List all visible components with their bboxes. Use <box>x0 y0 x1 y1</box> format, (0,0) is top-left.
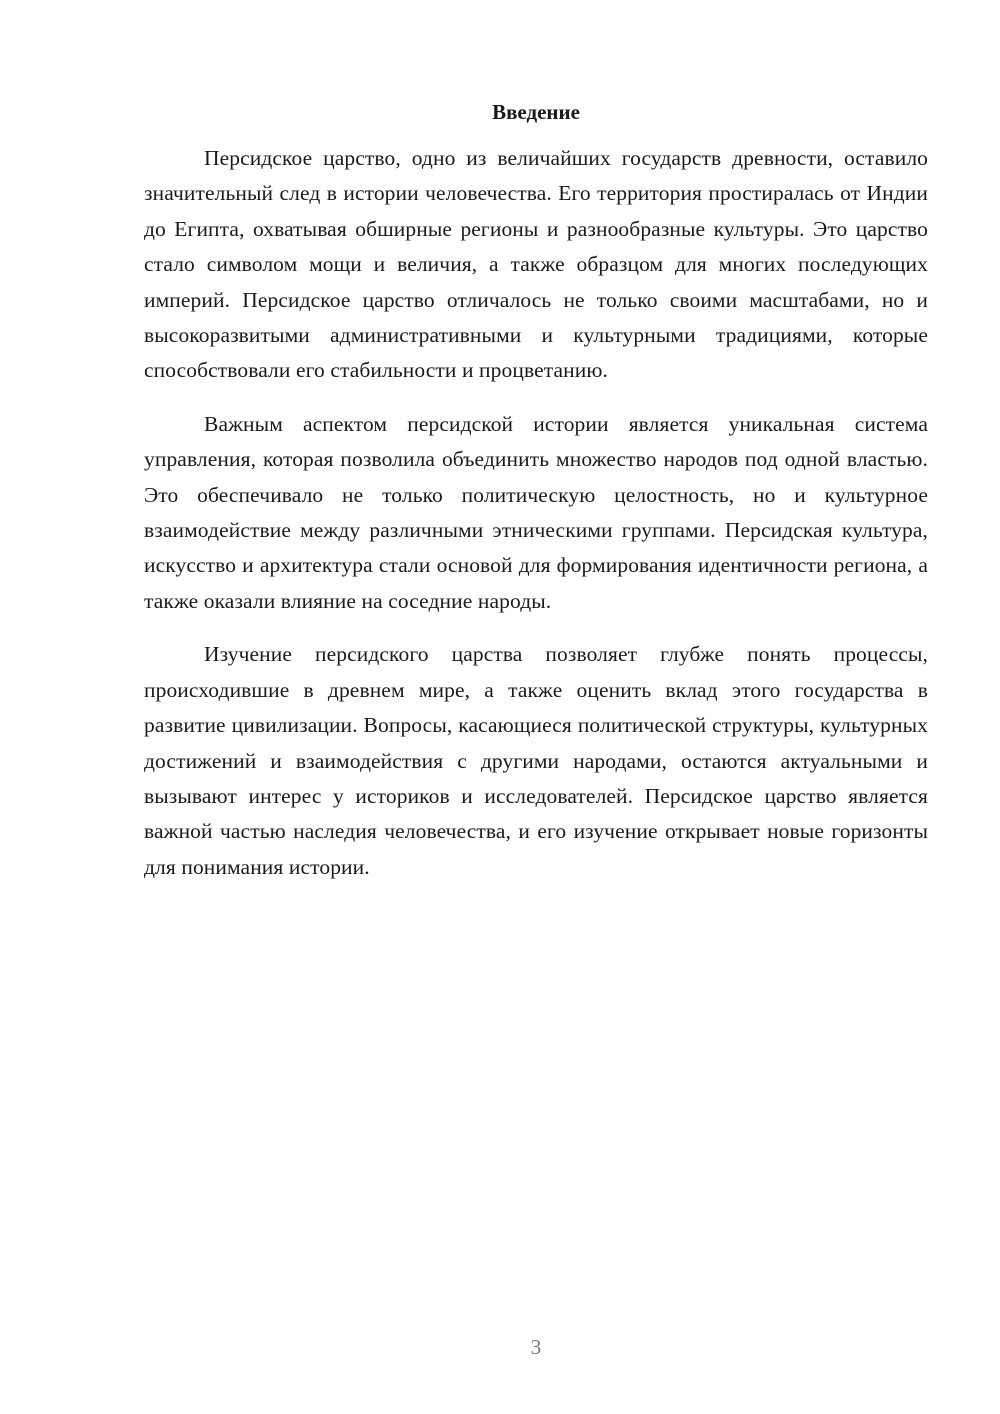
paragraph-1: Персидское царство, одно из величайших государств древности, оставило значительный след в истории человечества. Его территория простиралась от Индии до Египта, охватывая обширные регионы и разнообразные культуры. Это царство стало символом мощи и величия, а также образцом для многих последующих империй. Персидское царство отличалось не только своими масштабами, но и высокоразвитыми административными и культурными традициями, которые способствовали его стабильности и процветанию. <box>144 146 928 383</box>
document-page <box>144 96 928 885</box>
section-heading: Введение <box>492 100 580 124</box>
page-number: 3 <box>530 1335 542 1359</box>
paragraph-3: Изучение персидского царства позволяет глубже понять процессы, происходившие в древнем мире, а также оценить вклад этого государства в развитие цивилизации. Вопросы, касающиеся политической структуры, культурных достижений и взаимодействия с другими народами, остаются актуальными и вызывают интерес у историков и исследователей. Персидское царство является важной частью наследия человечества, и его изучение открывает новые горизонты для понимания истории. <box>144 642 928 879</box>
paragraph-2: Важным аспектом персидской истории является уникальная система управления, которая позволила объединить множество народов под одной властью. Это обеспечивало не только политическую целостность, но и культурное взаимодействие между различными этническими группами. Персидская культура, искусство и архитектура стали основой для формирования идентичности региона, а также оказали влияние на соседние народы. <box>144 411 928 613</box>
